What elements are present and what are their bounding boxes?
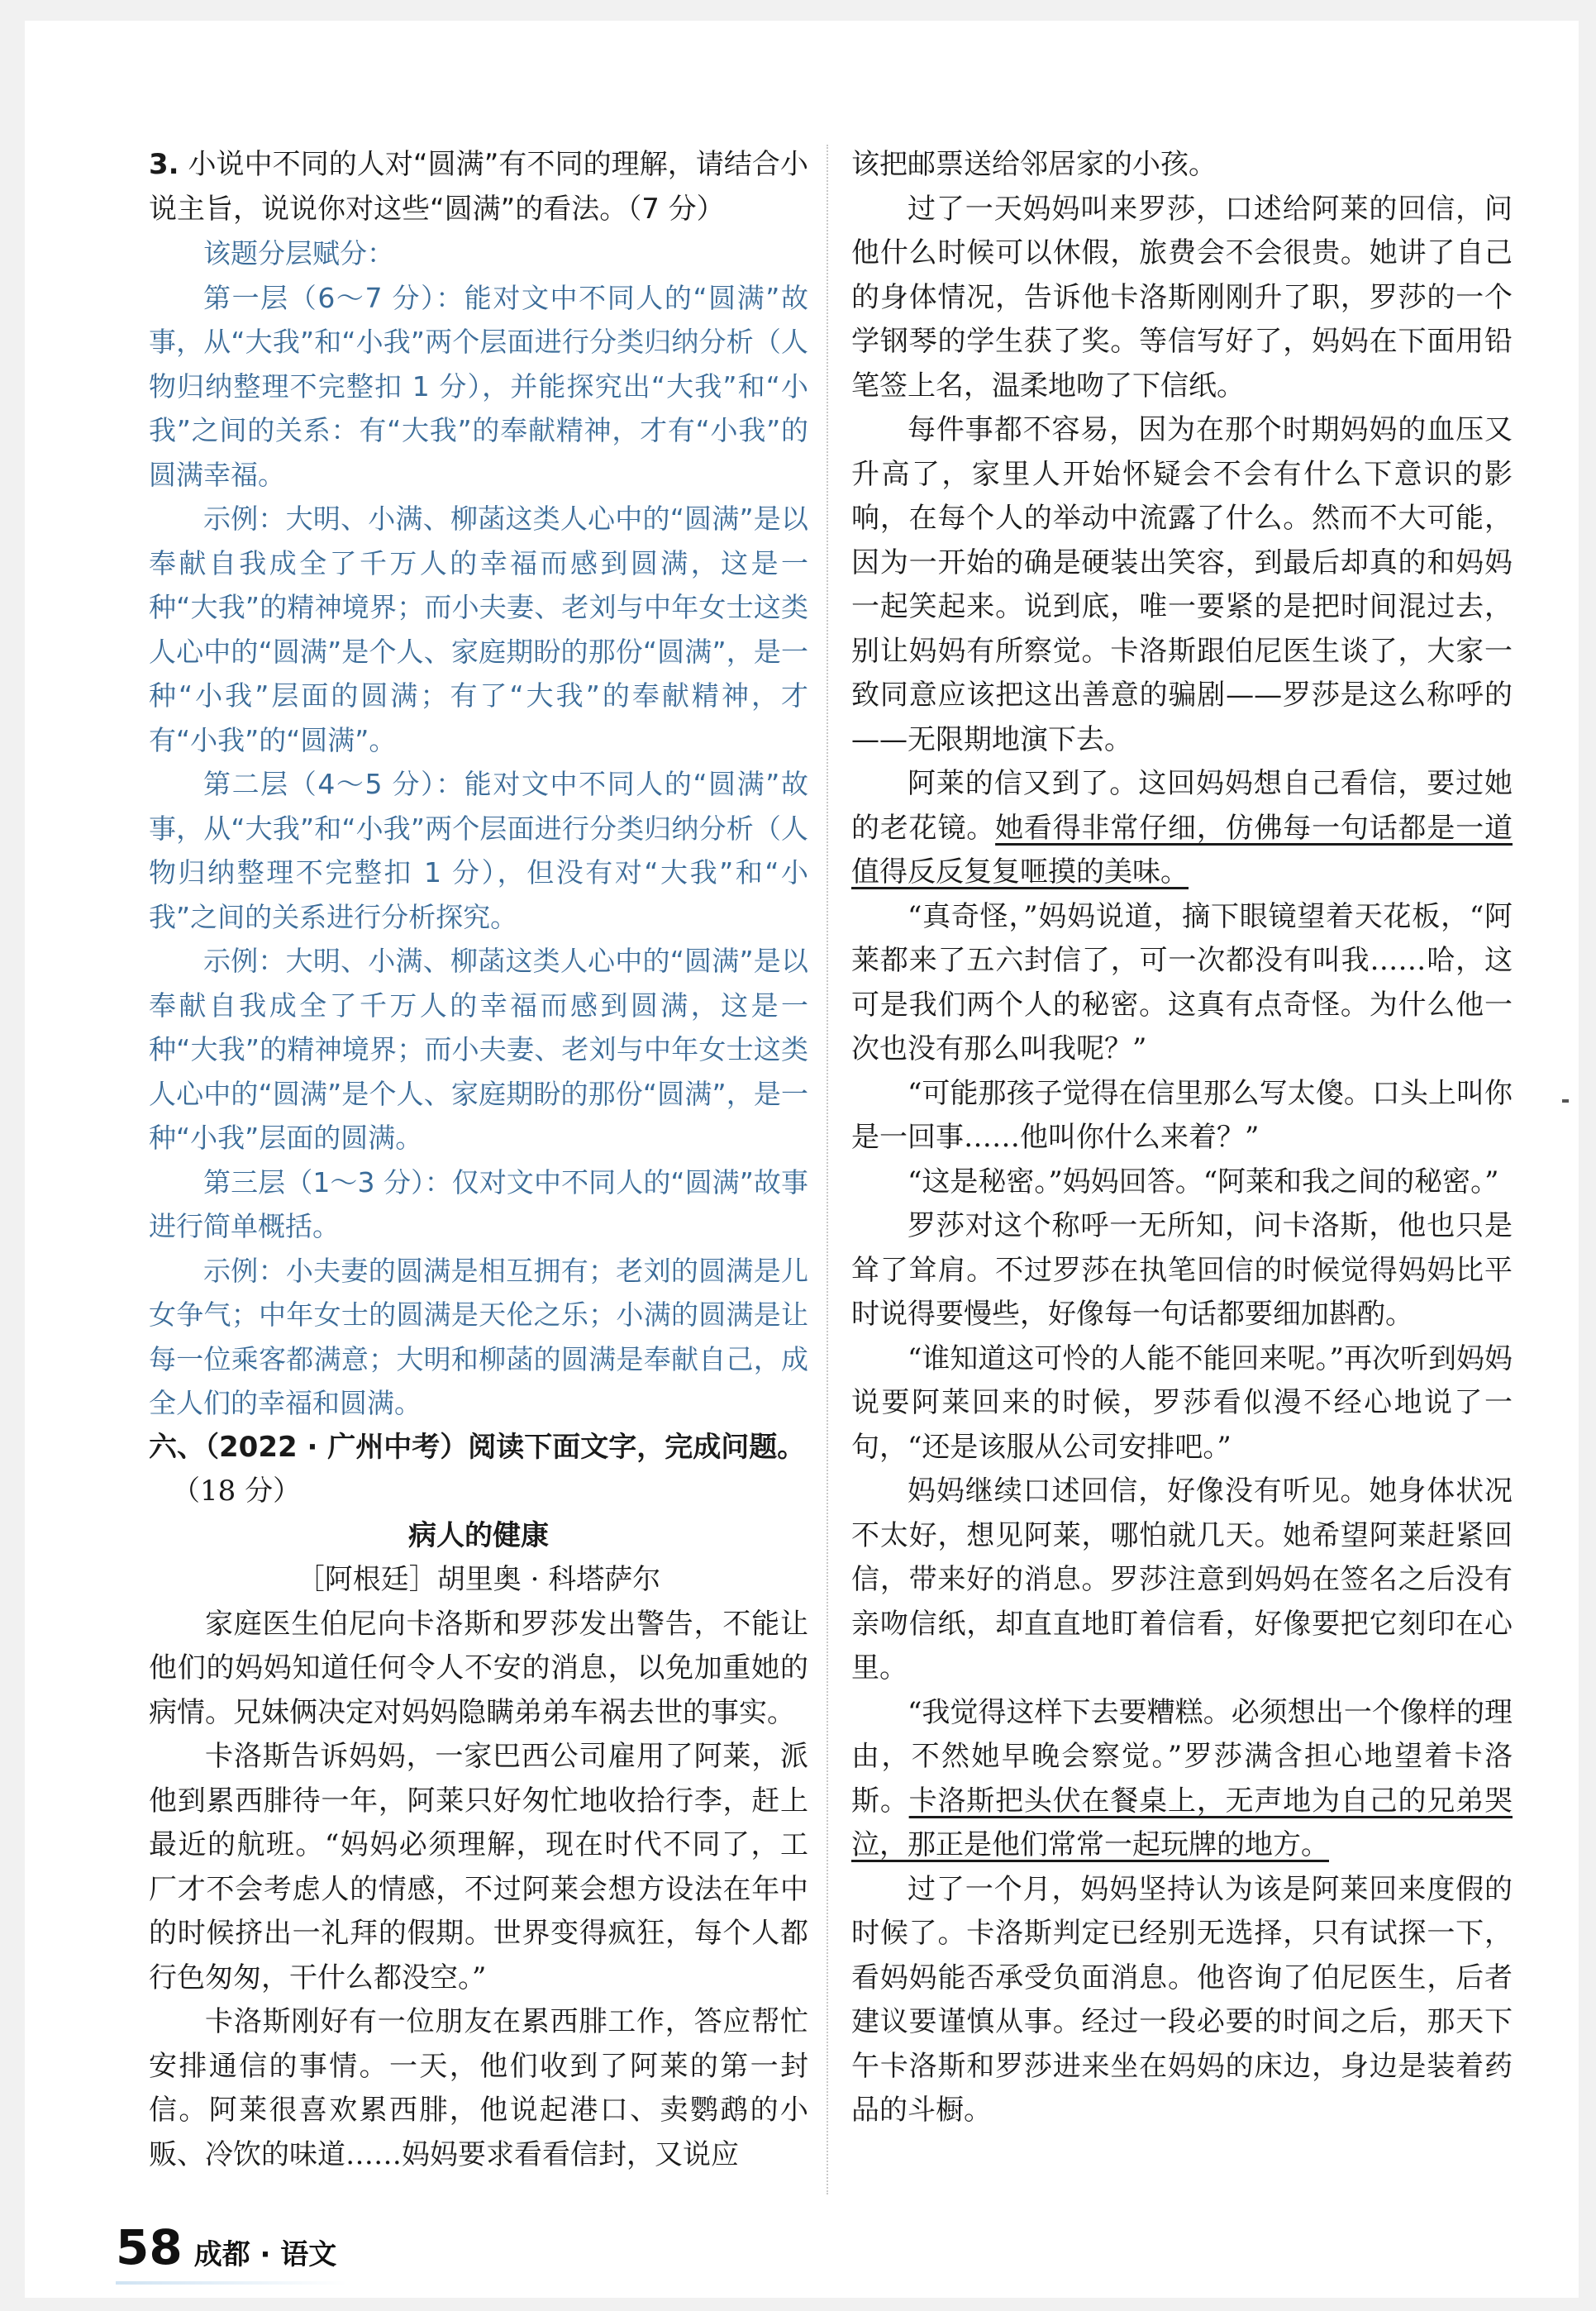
story-paragraph: “谁知道这可怜的人能不能回来呢。”再次听到妈妈说要阿莱回来的时候，罗莎看似漫不经心地说了一句，“还是该服从公司安排吧。”	[851, 1341, 1513, 1464]
story-paragraph: “可能那孩子觉得在信里那么写太傻。口头上叫你是一回事……他叫你什么来着？”	[851, 1076, 1513, 1154]
story-paragraph: 罗莎对这个称呼一无所知，问卡洛斯，他也只是耸了耸肩。不过罗莎在执笔回信的时候觉得妈妈比平时说得要慢些，好像每一句话都要细加斟酌。	[851, 1209, 1513, 1331]
right-column	[851, 143, 1513, 2133]
book-label: 成都 · 语文	[193, 2238, 337, 2271]
left-column	[149, 143, 808, 2177]
story-paragraph: 该把邮票送给邻居家的小孩。	[851, 148, 1217, 181]
page-number: 58	[116, 2219, 183, 2275]
section-heading: 六、（2022 · 广州中考）阅读下面文字，完成问题。	[149, 1430, 806, 1464]
question-text: 小说中不同的人对“圆满”有不同的理解，请结合小说主旨，说说你对这些“圆满”的看法。（7 分）	[149, 148, 808, 226]
story-paragraph: “真奇怪，”妈妈说道，摘下眼镜望着天花板，“阿莱都来了五六封信了，可一次都没有叫我……哈，这可是我们两个人的秘密。这真有点奇怪。为什么他一次也没有那么叫我呢？”	[851, 899, 1513, 1065]
story-paragraph: 妈妈继续口述回信，好像没有听见。她身体状况不太好，想见阿莱，哪怕就几天。她希望阿莱赶紧回信，带来好的消息。罗莎注意到妈妈在签名之后没有亲吻信纸，却直直地盯着信看，好像要把它刻印在心里。	[851, 1475, 1513, 1684]
story-paragraph	[851, 762, 1513, 895]
story-author: ［阿根廷］胡里奥 · 科塔萨尔	[296, 1563, 661, 1596]
story-text: 阿莱的信又到了。这回妈妈想自己看信，要过她的老花镜。	[851, 767, 1513, 845]
column-divider	[827, 145, 828, 2194]
question-3	[149, 143, 808, 231]
story-paragraph: 家庭医生伯尼向卡洛斯和罗莎发出警告，不能让他们的妈妈知道任何令人不安的消息，以免加重她的病情。兄妹俩决定对妈妈隐瞒弟弟车祸去世的事实。	[149, 1607, 808, 1729]
answer-example-1: 示例：大明、小满、柳菡这类人心中的“圆满”是以奉献自我成全了千万人的幸福而感到圆满，这是一种“大我”的精神境界；而小夫妻、老刘与中年女士这类人心中的“圆满”是个人、家庭期盼的那份“圆满”，是一种“小我”层面的圆满；有了“大我”的奉献精神，才有“小我”的“圆满”。	[149, 503, 808, 756]
footer-accent-line	[116, 2281, 347, 2285]
answer-level-3: 第三层（1～3 分）：仅对文中不同人的“圆满”故事进行简单概括。	[149, 1165, 808, 1242]
answer-intro: 该题分层赋分：	[203, 237, 394, 269]
story-paragraph: 卡洛斯告诉妈妈，一家巴西公司雇用了阿莱，派他到累西腓待一年，阿莱只好匆忙地收拾行李，赶上最近的航班。“妈妈必须理解，现在时代不同了，工厂才不会考虑人的情感，不过阿莱会想方设法在年中的时候挤出一礼拜的假期。世界变得疯狂，每个人都行色匆匆，干什么都没空。”	[149, 1740, 808, 1994]
page-footer	[116, 2219, 336, 2285]
answer-level-1: 第一层（6～7 分）：能对文中不同人的“圆满”故事，从“大我”和“小我”两个层面进行分类归纳分析（人物归纳整理不完整扣 1 分），并能探究出“大我”和“小我”之间的关系：有“大我”的奉献精神，才有“小我”的圆满幸福。	[149, 281, 808, 491]
story-paragraph	[851, 1691, 1513, 1868]
page	[25, 21, 1579, 2298]
answer-level-2: 第二层（4～5 分）：能对文中不同人的“圆满”故事，从“大我”和“小我”两个层面进行分类归纳分析（人物归纳整理不完整扣 1 分），但没有对“大我”和“小我”之间的关系进行分析探究。	[149, 768, 808, 933]
section-points: （18 分）	[172, 1475, 302, 1508]
question-number: 3.	[149, 148, 179, 181]
answer-example-2: 示例：大明、小满、柳菡这类人心中的“圆满”是以奉献自我成全了千万人的幸福而感到圆满，这是一种“大我”的精神境界；而小夫妻、老刘与中年女士这类人心中的“圆满”是个人、家庭期盼的那份“圆满”，是一种“小我”层面的圆满。	[149, 945, 808, 1154]
underlined-sentence: 她看得非常仔细，仿佛每一句话都是一道值得反反复复咂摸的美味。	[851, 811, 1513, 889]
story-paragraph: 每件事都不容易，因为在那个时期妈妈的血压又升高了，家里人开始怀疑会不会有什么下意识的影响，在每个人的举动中流露了什么。然而不大可能，因为一开始的确是硬装出笑容，到最后却真的和妈妈一起笑起来。说到底，唯一要紧的是把时间混过去，别让妈妈有所察觉。卡洛斯跟伯尼医生谈了，大家一致同意应该把这出善意的骗剧——罗莎是这么称呼的——无限期地演下去。	[851, 413, 1513, 756]
answer-example-3: 示例：小夫妻的圆满是相互拥有；老刘的圆满是儿女争气；中年女士的圆满是天伦之乐；小满的圆满是让每一位乘客都满意；大明和柳菡的圆满是奉献自己，成全人们的幸福和圆满。	[149, 1254, 808, 1419]
underlined-sentence: 卡洛斯把头伏在餐桌上，无声地为自己的兄弟哭泣，那正是他们常常一起玩牌的地方。	[851, 1784, 1513, 1861]
story-paragraph: 过了一个月，妈妈坚持认为该是阿莱回来度假的时候了。卡洛斯判定已经别无选择，只有试探一下，看妈妈能否承受负面消息。他咨询了伯尼医生，后者建议要谨慎从事。经过一段必要的时间之后，那天下午卡洛斯和罗莎进来坐在妈妈的床边，身边是装着药品的斗橱。	[851, 1872, 1513, 2127]
story-paragraph: 卡洛斯刚好有一位朋友在累西腓工作，答应帮忙安排通信的事情。一天，他们收到了阿莱的第一封信。阿莱很喜欢累西腓，他说起港口、卖鹦鹉的小贩、冷饮的味道……妈妈要求看看信封，又说应	[149, 2005, 808, 2171]
story-paragraph: “这是秘密。”妈妈回答。“阿莱和我之间的秘密。”	[908, 1165, 1499, 1198]
margin-mark	[1562, 1099, 1569, 1103]
story-text: “我觉得这样下去要糟糕。必须想出一个像样的理由，不然她早晚会察觉。”罗莎满含担心地望着卡洛斯。	[851, 1695, 1513, 1818]
story-paragraph: 过了一天妈妈叫来罗莎，口述给阿莱的回信，问他什么时候可以休假，旅费会不会很贵。她讲了自己的身体情况，告诉他卡洛斯刚刚升了职，罗莎的一个学钢琴的学生获了奖。等信写好了，妈妈在下面用铅笔签上名，温柔地吻了下信纸。	[851, 192, 1513, 403]
story-title: 病人的健康	[408, 1518, 549, 1552]
